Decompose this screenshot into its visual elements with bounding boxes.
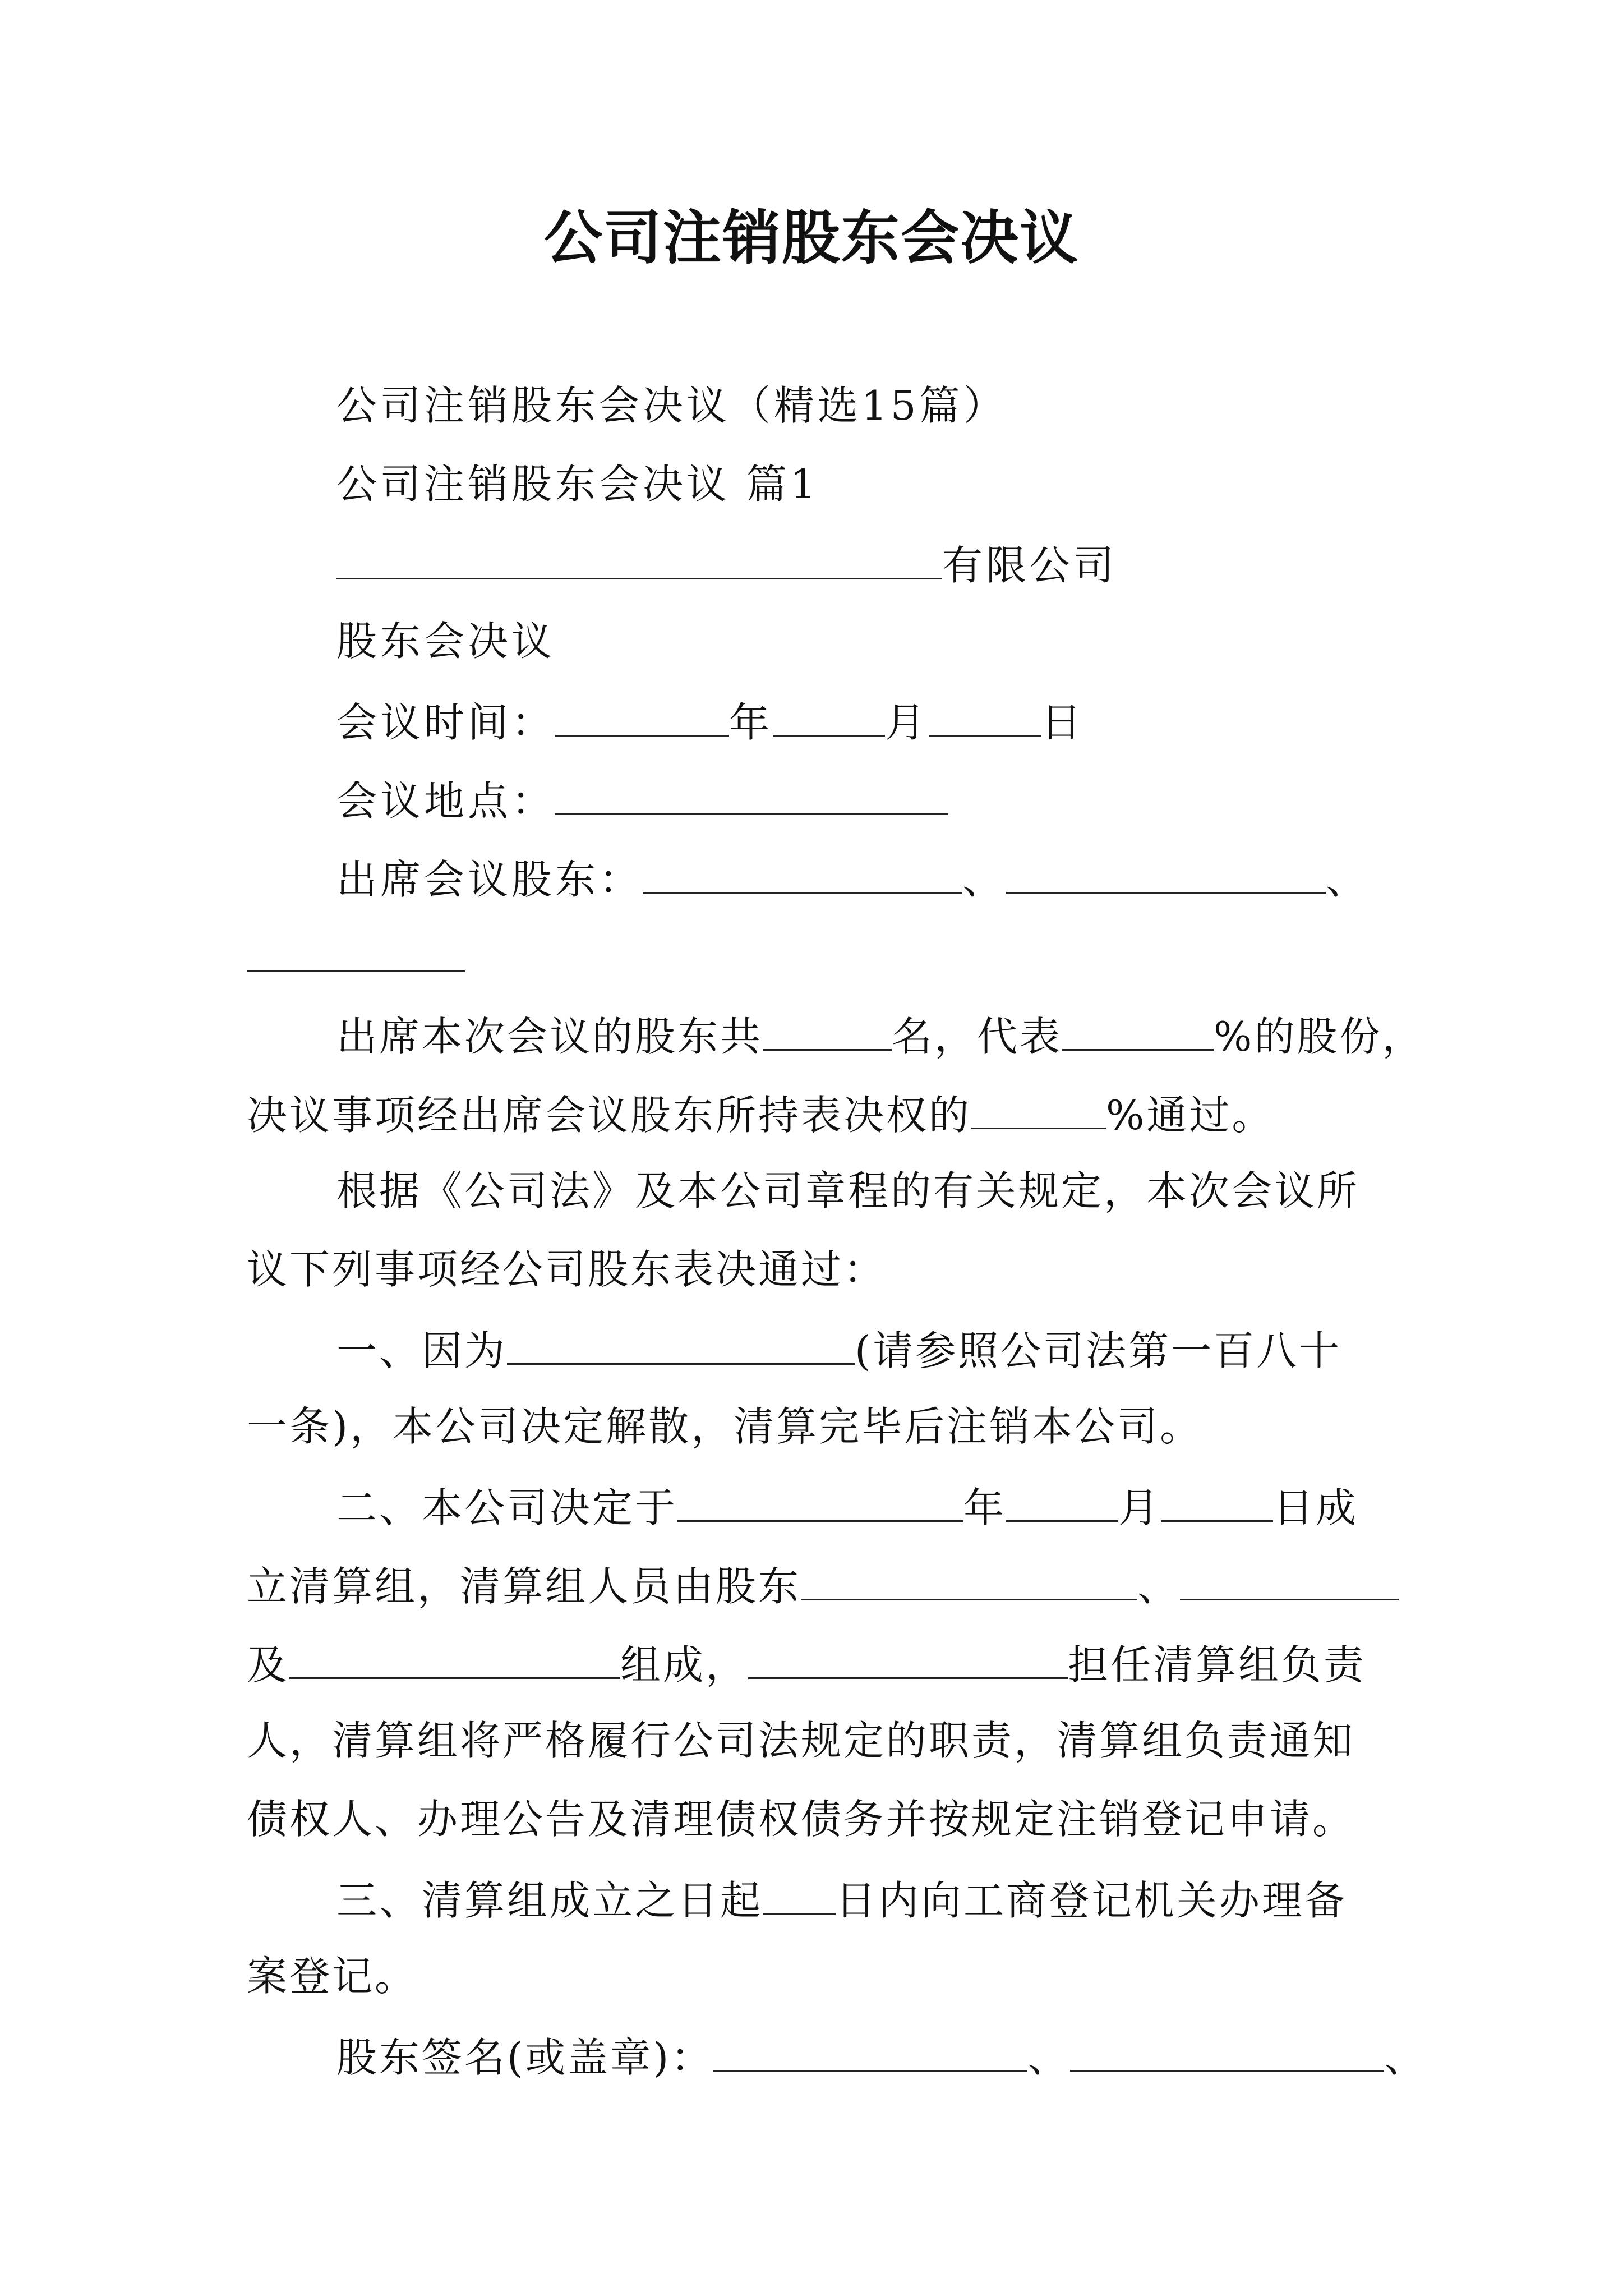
establish-month-blank [1006,1481,1118,1522]
shareholder-count-blank [763,1010,892,1051]
year-label: 年 [963,1484,1007,1531]
text-run: 决议事项经出席会议股东所持表决权的 [247,1092,972,1139]
year-label: 年 [729,699,773,746]
meeting-place-label: 会议地点： [336,777,556,825]
paragraph-2-line-2 [0,1245,886,1294]
separator: 、 [1137,1563,1181,1610]
attendee-blank-1 [643,853,962,894]
share-percent-blank [1062,1010,1214,1051]
subtitle [0,381,1007,430]
meeting-place-line [0,774,948,825]
text-run: 及 [247,1641,290,1688]
text-run: 议下列事项经公司股东表决通过： [247,1246,887,1293]
text-run: 日内向工商登记机关办理备 [836,1877,1348,1924]
establish-year-blank [677,1481,963,1522]
paragraph-1-line-1 [0,1010,1424,1061]
item-2-line-1 [0,1481,1358,1532]
text-run: 二、本公司决定于 [336,1484,678,1531]
month-label: 月 [1118,1484,1161,1531]
document-title: 公司注销股东会决议 [543,203,1079,272]
item-2-line-2 [0,1559,1399,1611]
text-run: 日成 [1273,1484,1359,1531]
paragraph-2-line-1 [0,1167,1359,1215]
section-heading-text: 公司注销股东会决议 篇1 [336,461,819,508]
item-2-line-4 [0,1717,1355,1765]
text-run: 一、因为 [336,1327,508,1374]
text-run: 案登记。 [247,1953,418,2000]
attendee-blank-3 [247,931,465,972]
subtitle-text: 公司注销股东会决议（精选15篇） [336,382,1007,429]
signature-blank-1 [713,2031,1027,2072]
signature-line [0,2031,1427,2082]
item-2-line-3 [0,1638,1366,1689]
text-run: 根据《公司法》及本公司章程的有关规定，本次会议所 [336,1167,1360,1214]
item-3-line-2 [0,1952,417,2000]
text-run: 一条)，本公司决定解散，清算完毕后注销本公司。 [247,1403,1203,1450]
attendee-blank-2 [1006,853,1326,894]
separator: 、 [1384,2034,1427,2081]
separator: 、 [1326,856,1370,903]
text-run: 人，清算组将严格履行公司法规定的职责，清算组负责通知 [247,1717,1355,1764]
liquidation-member-blank-3 [289,1638,620,1679]
day-blank [929,696,1041,737]
signature-label: 股东签名(或盖章)： [336,2034,714,2081]
text-run: 名，代表 [892,1013,1063,1060]
item-1-line-2 [0,1402,1202,1451]
establish-day-blank [1161,1481,1273,1522]
paragraph-1-line-2 [0,1088,1274,1139]
text-run: %通过。 [1106,1092,1275,1139]
attendees-label: 出席会议股东： [336,856,643,903]
meeting-place-blank [555,774,948,815]
liquidation-member-blank-1 [801,1559,1137,1600]
resolution-heading-text: 股东会决议 [336,618,556,665]
item-2-line-5 [0,1795,1355,1843]
text-run: 担任清算组负责 [1068,1641,1367,1688]
text-run: 立清算组，清算组人员由股东 [247,1563,801,1610]
text-run: 三、清算组成立之日起 [336,1877,763,1924]
dissolution-reason-blank [507,1324,855,1365]
month-label: 月 [885,699,929,746]
year-blank [555,696,729,737]
attendees-line [0,853,1370,904]
company-suffix: 有限公司 [942,542,1118,589]
text-run: 组成， [620,1641,749,1688]
month-blank [773,696,885,737]
day-label: 日 [1041,699,1085,746]
filing-days-blank [763,1874,836,1915]
resolution-heading [0,617,555,665]
signature-blank-2 [1070,2031,1384,2072]
text-run: (请参照公司法第一百八十 [855,1327,1342,1374]
liquidation-member-blank-2 [1180,1559,1399,1600]
company-name-line [0,539,1117,590]
text-run: 债权人、办理公告及清理债权债务并按规定注销登记申请。 [247,1796,1355,1843]
section-heading [0,460,819,508]
separator: 、 [962,856,1007,903]
text-run: %的股份， [1214,1013,1425,1060]
item-1-line-1 [0,1324,1341,1375]
meeting-time-label: 会议时间： [336,699,556,746]
vote-percent-blank [971,1088,1106,1129]
meeting-time-line [0,696,1085,747]
company-name-blank [336,539,942,579]
text-run: 出席本次会议的股东共 [336,1013,763,1060]
attendees-continuation [0,931,465,982]
liquidation-leader-blank [748,1638,1068,1679]
separator: 、 [1027,2034,1071,2081]
item-3-line-1 [0,1874,1347,1925]
